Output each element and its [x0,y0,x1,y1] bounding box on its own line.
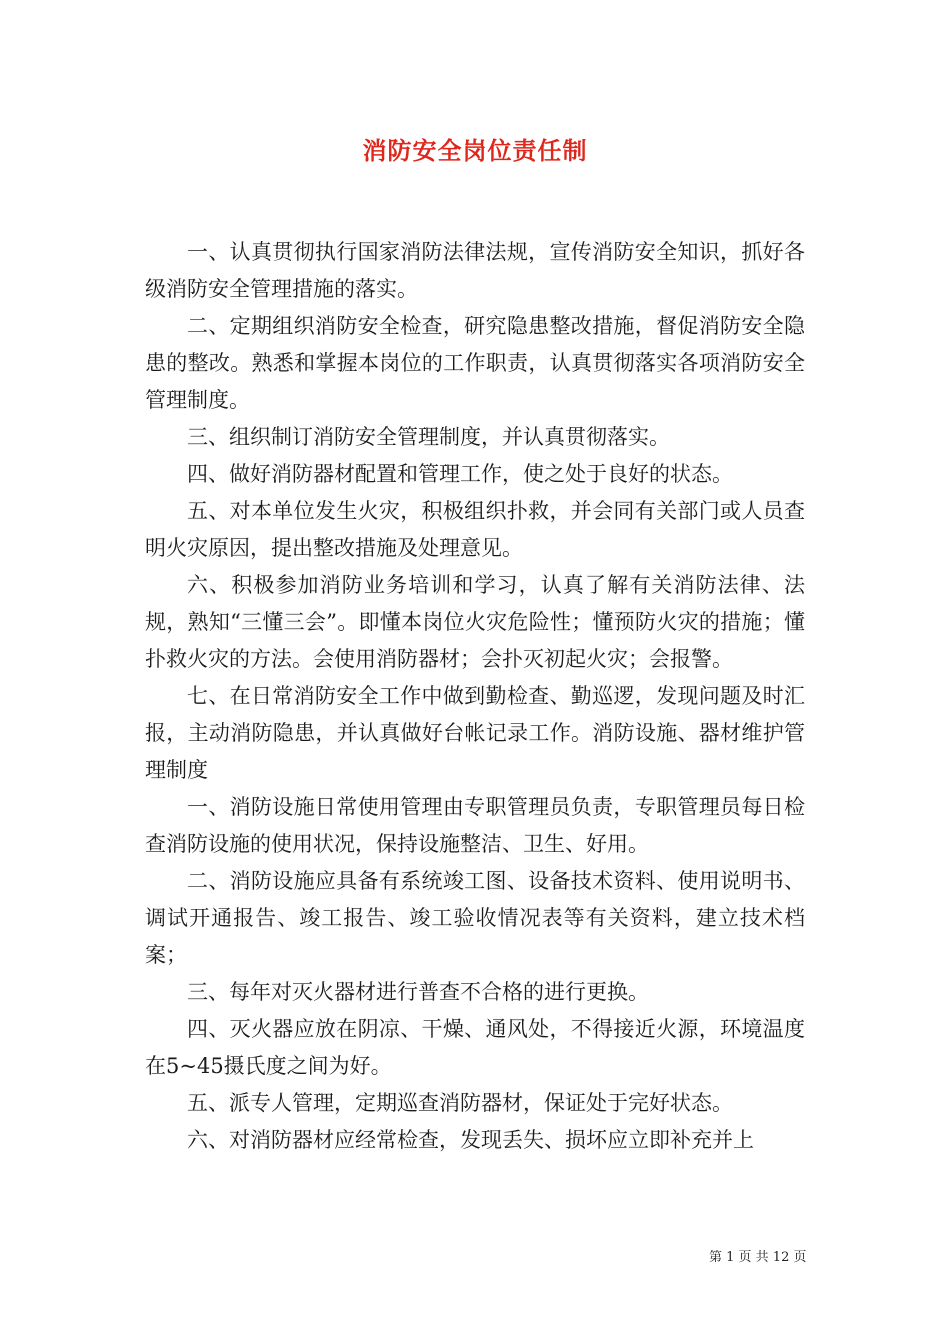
document-body [145,234,805,1159]
paragraph: 三、组织制订消防安全管理制度，并认真贯彻落实。 [187,425,670,449]
paragraph: 六、积极参加消防业务培训和学习，认真了解有关消防法律、法规，熟知“三懂三会”。即懂本岗位火灾危险性；懂预防火灾的措施；懂扑救火灾的方法。会使用消防器材；会扑灭初起火灾；会报警。 [145,573,805,671]
paragraph: 三、每年对灭火器材进行普查不合格的进行更换。 [187,980,649,1004]
paragraph: 一、认真贯彻执行国家消防法律法规，宣传消防安全知识，抓好各级消防安全管理措施的落实。 [145,240,805,301]
page-number-footer: 第 1 页 共 12 页 [709,1250,807,1265]
paragraph: 四、灭火器应放在阴凉、干燥、通风处，不得接近火源，环境温度在5~45摄氏度之间为好。 [145,1017,805,1078]
paragraph: 二、消防设施应具备有系统竣工图、设备技术资料、使用说明书、调试开通报告、竣工报告、竣工验收情况表等有关资料，建立技术档案； [145,869,805,967]
paragraph: 六、对消防器材应经常检查，发现丢失、损坏应立即补充并上 [187,1128,754,1152]
paragraph: 一、消防设施日常使用管理由专职管理员负责，专职管理员每日检查消防设施的使用状况，保持设施整洁、卫生、好用。 [145,795,805,856]
document-title: 消防安全岗位责任制 [362,136,588,165]
paragraph: 五、对本单位发生火灾，积极组织扑救，并会同有关部门或人员查明火灾原因，提出整改措施及处理意见。 [145,499,805,560]
paragraph: 四、做好消防器材配置和管理工作，使之处于良好的状态。 [187,462,733,486]
paragraph: 二、定期组织消防安全检查，研究隐患整改措施，督促消防安全隐患的整改。熟悉和掌握本岗位的工作职责，认真贯彻落实各项消防安全管理制度。 [145,314,805,412]
paragraph: 七、在日常消防安全工作中做到勤检查、勤巡逻，发现问题及时汇报，主动消防隐患，并认真做好台帐记录工作。消防设施、器材维护管理制度 [145,684,805,782]
paragraph: 五、派专人管理，定期巡查消防器材，保证处于完好状态。 [187,1091,733,1115]
